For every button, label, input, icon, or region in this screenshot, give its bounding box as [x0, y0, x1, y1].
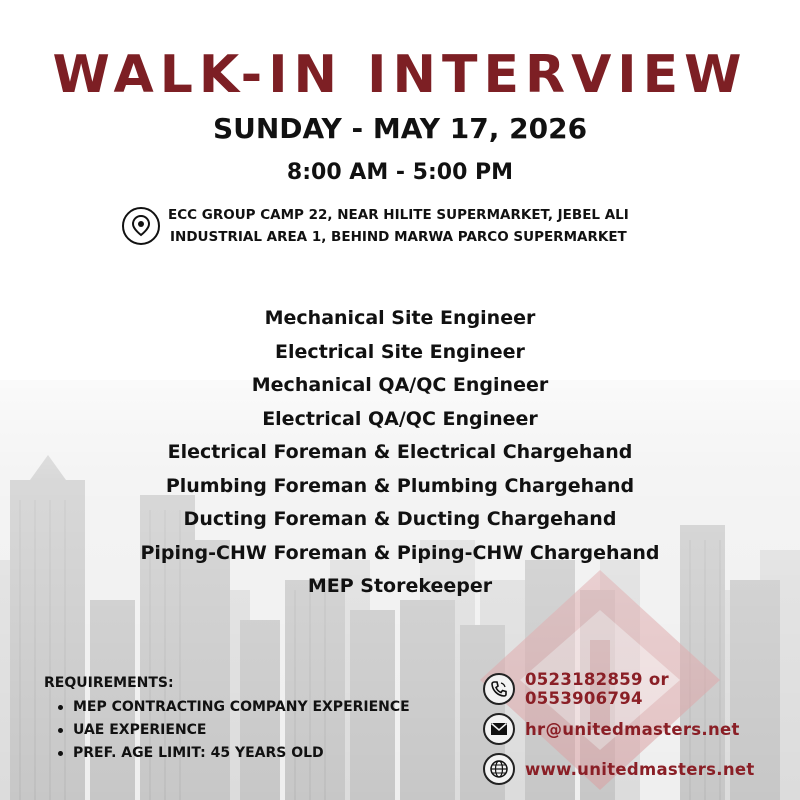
phone-contact[interactable] — [483, 670, 783, 708]
website-contact[interactable] — [483, 750, 783, 788]
email-link[interactable]: hr@unitedmasters.net — [525, 719, 740, 739]
requirement-text: UAE EXPERIENCE — [73, 722, 207, 738]
requirements-list — [44, 696, 464, 765]
bullet-icon — [58, 751, 63, 756]
position-item: Electrical Site Engineer — [275, 340, 525, 363]
requirement-item — [58, 696, 464, 719]
location-line-2: INDUSTRIAL AREA 1, BEHIND MARWA PARCO SUPERMARKET — [170, 229, 627, 245]
email-contact[interactable] — [483, 710, 783, 748]
headline: WALK-IN INTERVIEW — [52, 45, 748, 105]
contacts-block — [483, 670, 783, 790]
requirement-text: PREF. AGE LIMIT: 45 YEARS OLD — [73, 745, 324, 761]
position-item: MEP Storekeeper — [307, 575, 493, 597]
globe-icon — [483, 753, 515, 785]
location-address — [168, 204, 629, 248]
position-item: Plumbing Foreman & Plumbing Chargehand — [165, 474, 635, 497]
location-pin-icon — [122, 207, 160, 245]
location-block — [122, 204, 682, 248]
phone-icon — [483, 673, 515, 705]
phone-numbers[interactable]: 0523182859 or 0553906794 — [525, 670, 669, 708]
location-line-1: ECC GROUP CAMP 22, NEAR HILITE SUPERMARKET, JEBEL ALI — [168, 207, 629, 223]
bullet-icon — [58, 728, 63, 733]
requirements-title: REQUIREMENTS: — [44, 675, 174, 691]
requirement-text: MEP CONTRACTING COMPANY EXPERIENCE — [73, 699, 410, 715]
position-item: Electrical QA/QC Engineer — [262, 407, 538, 430]
position-item: Ducting Foreman & Ducting Chargehand — [183, 508, 617, 530]
position-item: Electrical Foreman & Electrical Chargehand — [167, 441, 633, 463]
mail-icon — [483, 713, 515, 745]
position-item: Piping-CHW Foreman & Piping-CHW Chargehand — [140, 541, 660, 564]
bullet-icon — [58, 705, 63, 710]
interview-date: SUNDAY - MAY 17, 2026 — [212, 112, 588, 145]
position-item: Mechanical Site Engineer — [264, 307, 536, 329]
requirement-item — [58, 719, 464, 742]
positions-list — [0, 302, 800, 604]
requirements-block — [44, 675, 464, 765]
position-item: Mechanical QA/QC Engineer — [251, 374, 549, 396]
requirement-item — [58, 742, 464, 765]
website-link[interactable]: www.unitedmasters.net — [525, 759, 755, 779]
interview-time: 8:00 AM - 5:00 PM — [286, 160, 514, 185]
